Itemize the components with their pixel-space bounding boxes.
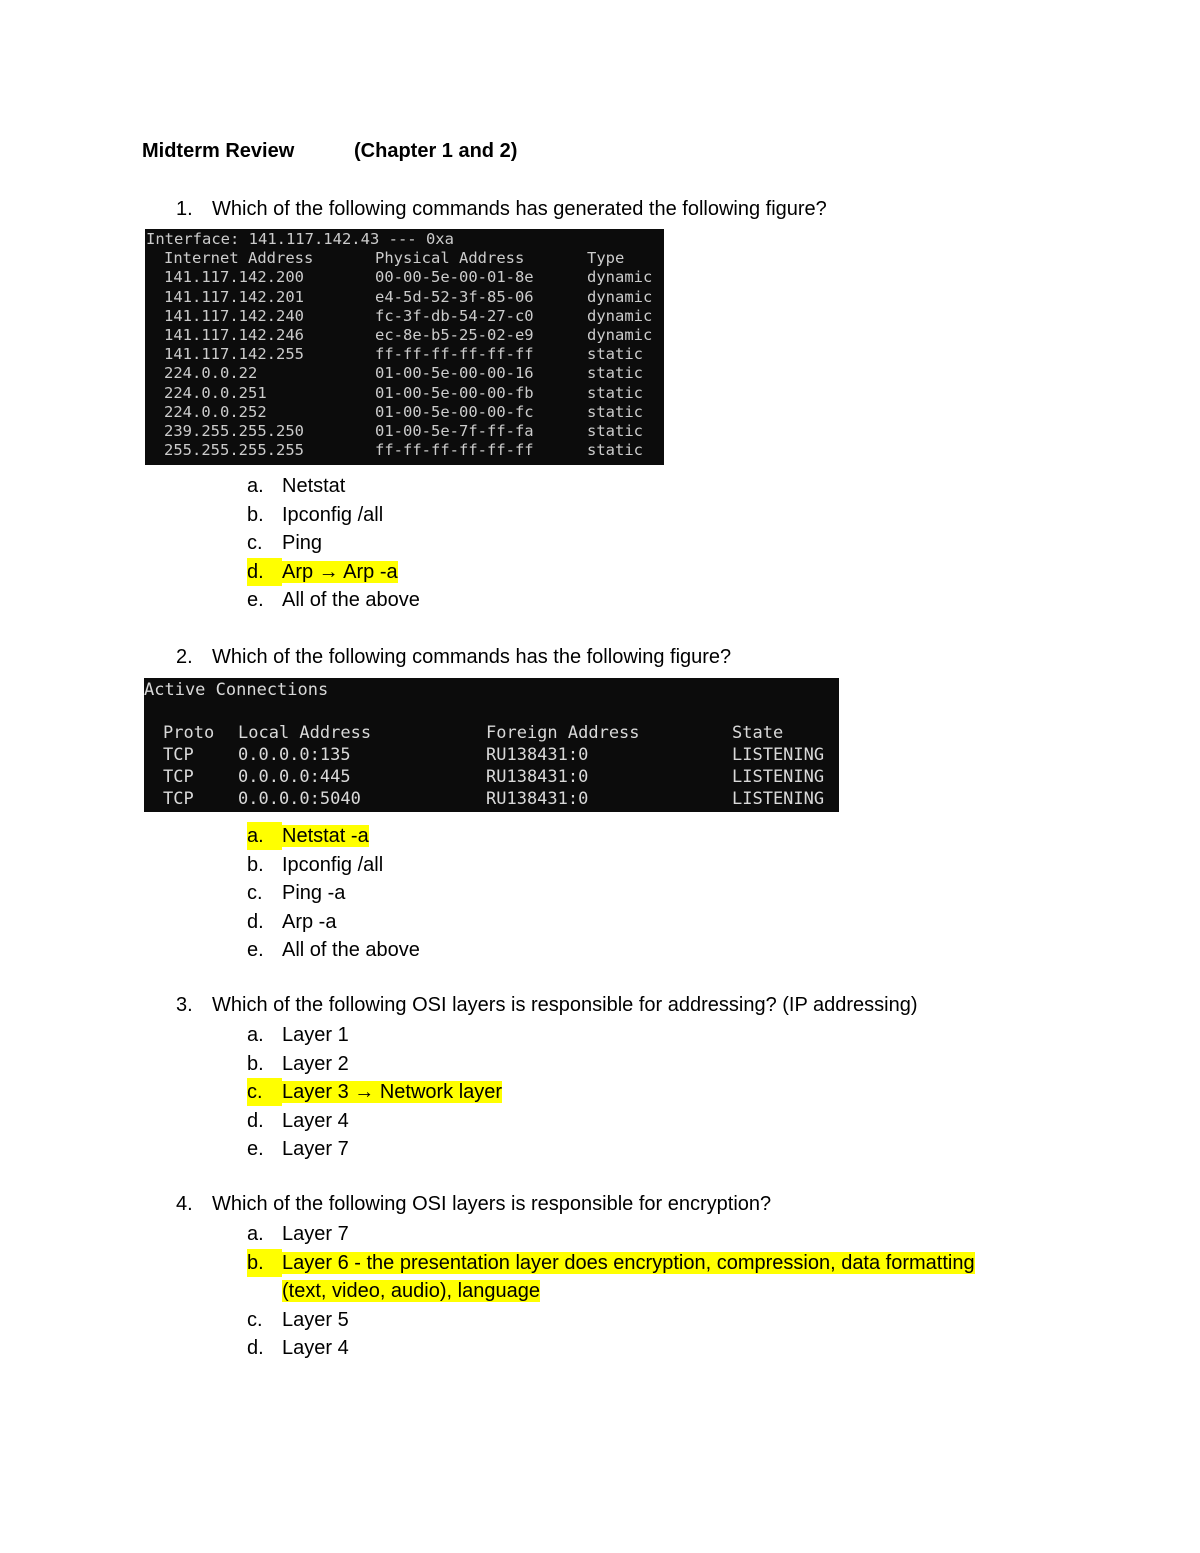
option-text: All of the above xyxy=(282,589,420,612)
question-4-options xyxy=(247,1220,975,1363)
question-text: Which of the following commands has generated the following figure? xyxy=(212,198,827,220)
terminal-cell: static xyxy=(587,345,643,364)
question-4 xyxy=(176,1193,771,1216)
option-text: Layer 6 - the presentation layer does encryption, compression, data formatting xyxy=(282,1251,975,1274)
option-text: Ipconfig /all xyxy=(282,503,384,526)
option-text: Ping xyxy=(282,532,323,555)
question-1-options xyxy=(247,472,420,615)
question-1 xyxy=(176,198,827,221)
terminal-cell: static xyxy=(587,422,643,440)
terminal-cell: TCP xyxy=(163,789,194,809)
terminal-cell: dynamic xyxy=(587,287,653,306)
option-item xyxy=(247,908,420,937)
terminal-cell: RU138431:0 xyxy=(486,745,589,765)
option-item-answer xyxy=(247,1078,502,1107)
terminal-cell: RU138431:0 xyxy=(486,789,589,809)
terminal-cell: LISTENING xyxy=(732,789,825,809)
question-text: Which of the following OSI layers is responsible for addressing? (IP addressing) xyxy=(212,994,918,1016)
terminal-cell: 239.255.255.250 xyxy=(164,422,304,440)
option-letter: e. xyxy=(247,939,264,962)
terminal-cell: e4-5d-52-3f-85-06 xyxy=(375,287,534,306)
option-item xyxy=(247,472,420,501)
terminal-cell: 141.117.142.246 xyxy=(164,326,304,344)
option-item xyxy=(247,851,420,880)
terminal-column-header: State xyxy=(732,723,784,743)
option-item-answer xyxy=(247,1249,975,1278)
terminal-cell: LISTENING xyxy=(732,745,825,765)
option-text: Arp → Arp -a xyxy=(282,560,398,583)
question-2 xyxy=(176,646,731,669)
option-text: Ping -a xyxy=(282,882,346,905)
option-item-answer xyxy=(247,558,420,587)
terminal-cell: LISTENING xyxy=(732,767,825,787)
terminal-column-header: Proto xyxy=(163,723,215,743)
netstat-screenshot xyxy=(144,678,839,812)
option-text: All of the above xyxy=(282,939,420,962)
option-letter: c. xyxy=(247,1308,263,1331)
option-item xyxy=(247,501,420,530)
option-item xyxy=(247,529,420,558)
option-letter: a. xyxy=(247,1223,264,1245)
title-chapters: (Chapter 1 and 2) xyxy=(354,140,518,162)
option-letter: c. xyxy=(247,882,263,905)
terminal-cell: 141.117.142.201 xyxy=(164,287,304,306)
option-letter: a. xyxy=(247,1024,264,1046)
terminal-cell: 255.255.255.255 xyxy=(164,441,304,460)
option-letter: b. xyxy=(247,503,264,526)
terminal-cell: 01-00-5e-7f-ff-fa xyxy=(375,422,534,440)
terminal-cell: TCP xyxy=(163,745,194,765)
option-item xyxy=(247,936,420,965)
question-number: 2. xyxy=(176,646,193,668)
option-letter: b. xyxy=(247,1249,282,1277)
option-letter: a. xyxy=(247,822,282,850)
option-text: Layer 7 xyxy=(282,1138,349,1161)
option-text: Layer 4 xyxy=(282,1337,349,1360)
terminal-cell: 141.117.142.200 xyxy=(164,268,304,287)
terminal-cell: dynamic xyxy=(587,306,653,325)
option-text: Layer 5 xyxy=(282,1308,349,1331)
terminal-cell: static xyxy=(587,402,643,421)
option-item xyxy=(247,1334,975,1363)
terminal-cell: 01-00-5e-00-00-16 xyxy=(375,364,534,383)
option-text: Layer 7 xyxy=(282,1223,349,1245)
option-letter: d. xyxy=(247,558,282,586)
question-number: 1. xyxy=(176,198,193,220)
option-letter: b. xyxy=(247,853,264,876)
option-item xyxy=(247,1135,502,1164)
option-letter: a. xyxy=(247,475,264,497)
terminal-column-header: Foreign Address xyxy=(486,723,640,743)
option-item xyxy=(247,1021,502,1050)
option-item xyxy=(247,1306,975,1335)
terminal-column-header: Internet Address xyxy=(164,249,314,268)
question-number: 3. xyxy=(176,994,193,1016)
option-letter: c. xyxy=(247,1078,282,1106)
option-letter: e. xyxy=(247,589,264,612)
option-letter: d. xyxy=(247,910,264,933)
terminal-cell: 0.0.0.0:5040 xyxy=(238,789,361,809)
question-number: 4. xyxy=(176,1193,193,1215)
option-item xyxy=(247,879,420,908)
title-main: Midterm Review xyxy=(142,140,295,162)
option-letter: e. xyxy=(247,1138,264,1161)
terminal-cell: ff-ff-ff-ff-ff-ff xyxy=(375,345,534,364)
question-3 xyxy=(176,994,918,1017)
option-text: Arp -a xyxy=(282,910,337,933)
question-text: Which of the following OSI layers is responsible for encryption? xyxy=(212,1193,772,1215)
terminal-cell: dynamic xyxy=(587,268,653,287)
option-letter: d. xyxy=(247,1109,264,1132)
terminal-cell: static xyxy=(587,441,643,460)
terminal-header: Active Connections xyxy=(144,680,329,700)
option-letter: c. xyxy=(247,532,263,555)
terminal-cell: RU138431:0 xyxy=(486,767,589,787)
terminal-cell: 01-00-5e-00-00-fc xyxy=(375,402,534,421)
option-text: Layer 2 xyxy=(282,1052,349,1075)
terminal-cell: dynamic xyxy=(587,326,653,344)
terminal-header: Interface: 141.117.142.43 --- 0xa xyxy=(146,230,454,248)
question-3-options xyxy=(247,1021,502,1164)
terminal-cell: 0.0.0.0:135 xyxy=(238,745,351,765)
question-2-options xyxy=(247,822,420,965)
terminal-cell: 224.0.0.252 xyxy=(164,402,267,421)
terminal-column-header: Physical Address xyxy=(375,249,525,268)
option-text: Layer 4 xyxy=(282,1109,349,1132)
option-text-continued: (text, video, audio), language xyxy=(282,1280,540,1303)
option-text: Netstat xyxy=(282,475,346,497)
terminal-cell: 224.0.0.22 xyxy=(164,364,258,383)
page-title xyxy=(142,140,517,163)
terminal-cell: ec-8e-b5-25-02-e9 xyxy=(375,326,534,344)
terminal-cell: ff-ff-ff-ff-ff-ff xyxy=(375,441,534,460)
terminal-cell: 224.0.0.251 xyxy=(164,383,267,402)
terminal-cell: 01-00-5e-00-00-fb xyxy=(375,383,534,402)
terminal-column-header: Local Address xyxy=(238,723,372,743)
option-item xyxy=(247,586,420,615)
terminal-column-header: Type xyxy=(587,249,625,268)
option-text: Layer 3 → Network layer xyxy=(282,1081,503,1104)
terminal-cell: 0.0.0.0:445 xyxy=(238,767,351,787)
option-letter: b. xyxy=(247,1052,264,1075)
terminal-cell: fc-3f-db-54-27-c0 xyxy=(375,306,534,325)
option-item-answer xyxy=(247,822,420,851)
option-item xyxy=(247,1220,975,1249)
option-letter: d. xyxy=(247,1337,264,1360)
terminal-cell: static xyxy=(587,383,643,402)
arp-table-screenshot xyxy=(145,229,664,465)
option-text: Netstat -a xyxy=(282,825,369,847)
option-item xyxy=(247,1107,502,1136)
option-text: Layer 1 xyxy=(282,1024,349,1046)
option-continuation xyxy=(247,1277,975,1306)
terminal-cell: 141.117.142.255 xyxy=(164,345,304,364)
terminal-cell: 141.117.142.240 xyxy=(164,306,304,325)
option-item xyxy=(247,1050,502,1079)
question-text: Which of the following commands has the following figure? xyxy=(212,646,732,668)
option-text: Ipconfig /all xyxy=(282,853,384,876)
terminal-cell: TCP xyxy=(163,767,194,787)
terminal-cell: static xyxy=(587,364,643,383)
terminal-cell: 00-00-5e-00-01-8e xyxy=(375,268,534,287)
